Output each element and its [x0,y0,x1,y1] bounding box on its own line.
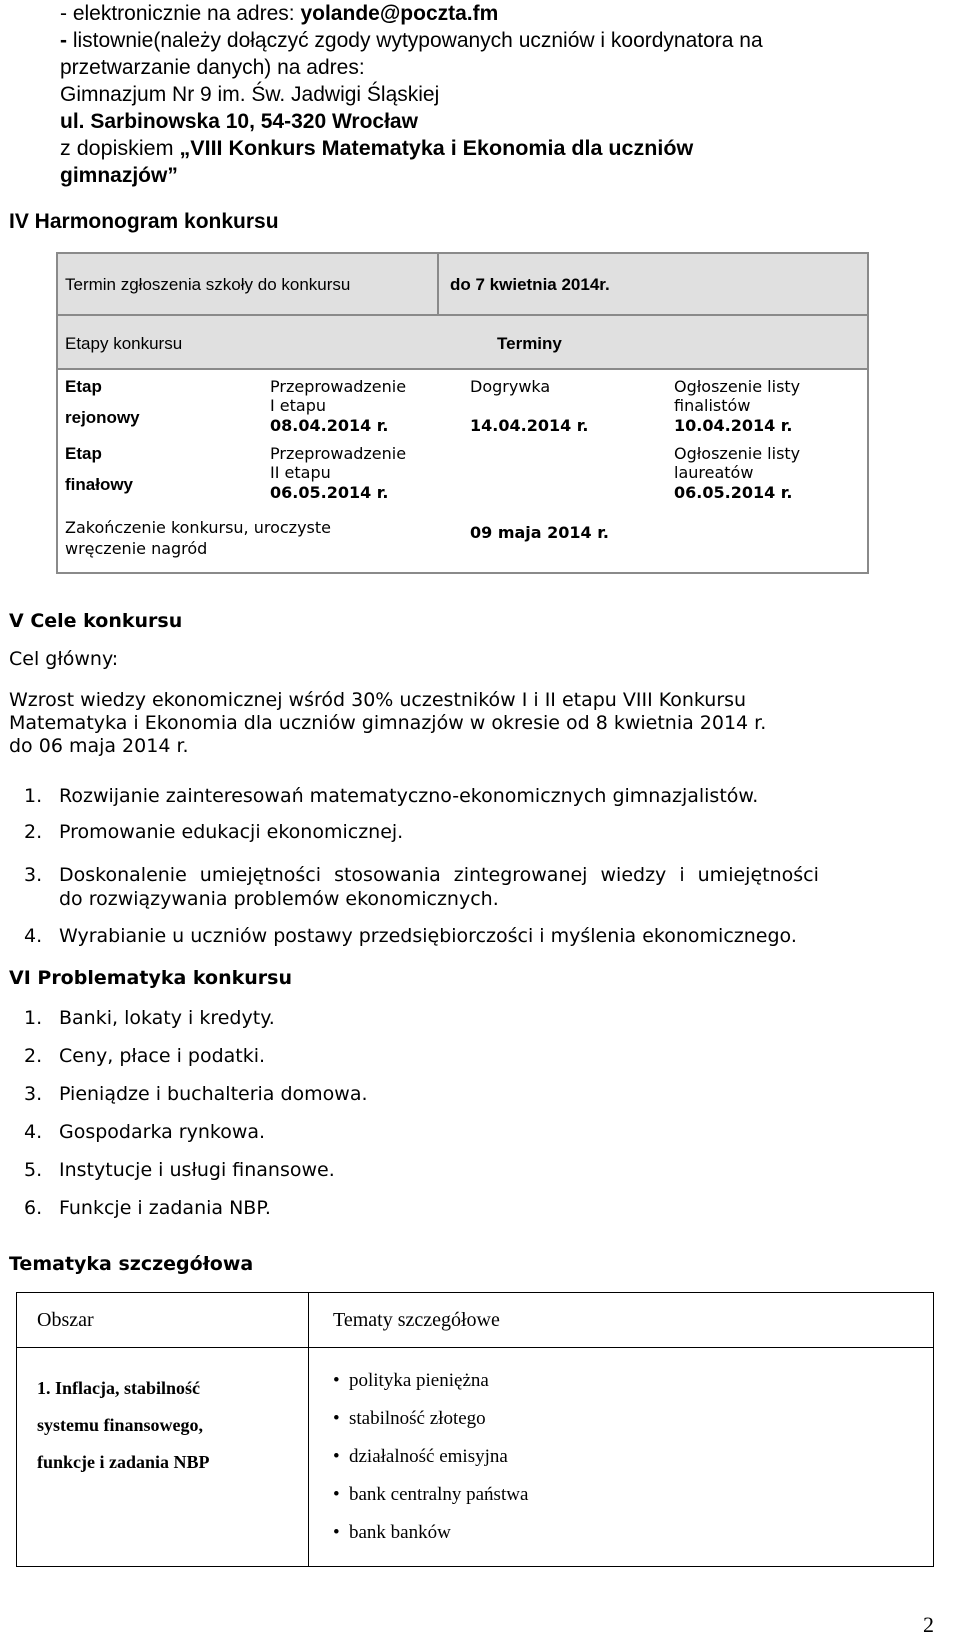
topics-bullets [333,1362,933,1552]
closing-date: 09 maja 2014 r. [470,523,609,542]
detail-table [16,1292,934,1567]
stage-1-extra-label: Dogrywka [470,377,551,396]
topics-list [24,1006,624,1234]
stage-2-list-date: 06.05.2014 r. [674,483,793,502]
stage-1-label-a: Etap [65,377,102,396]
list-item: 1. Banki, lokaty i kredyty. [24,1007,275,1029]
stage-2-list-b: laureatów [674,463,754,482]
schedule-table [56,252,869,574]
list-item: 4. Wyrabianie u uczniów postawy przedsiębiorczości i myślenia ekonomicznego. [24,925,797,947]
main-goal-label: Cel główny: [9,648,119,670]
note-line: z dopiskiem „VIII Konkurs Matematyka i Ekonomia dla uczniów [60,136,694,160]
school-address: ul. Sarbinowska 10, 54-320 Wrocław [60,110,418,133]
stage-2-label-b: finałowy [65,475,134,494]
goals-list [24,785,934,955]
list-item: 3. Pieniądze i buchalteria domowa. [24,1083,368,1105]
post-line: - listownie(należy dołączyć zgody wytypowanych uczniów i koordynatora na [60,29,763,52]
stage-1-label-b: rejonowy [65,408,140,427]
stage-1-conduct-a: Przeprowadzenie [270,377,407,396]
area-cell: 1. Inflacja, stabilność systemu finansowego, funkcje i zadania NBP [17,1348,309,1567]
stage-1-extra-date: 14.04.2014 r. [470,416,589,435]
dates-header: Terminy [497,334,562,353]
stage-2-list-a: Ogłoszenie listy [674,444,801,463]
stage-2-conduct-a: Przeprowadzenie [270,444,407,463]
school-name: Gimnazjum Nr 9 im. Św. Jadwigi Śląskiej [60,83,440,106]
page-number: 2 [923,1612,934,1637]
table-row [17,1348,934,1567]
submission-info [60,0,940,189]
list-item: • stabilność złotego [333,1400,933,1438]
list-item: • bank centralny państwa [333,1476,933,1514]
note-line-cont: gimnazjów” [60,164,178,187]
stage-1-list-b: finalistów [674,396,751,415]
list-item: 2. Promowanie edukacji ekonomicznej. [24,821,404,843]
registration-date: do 7 kwietnia 2014r. [450,275,610,294]
topics-cell [309,1348,934,1567]
section-6-title: VI Problematyka konkursu [9,967,292,989]
list-item: • bank banków [333,1514,933,1552]
list-item: 6. Funkcje i zadania NBP. [24,1197,271,1219]
list-item: 1. Rozwijanie zainteresowań matematyczno-ekonomicznych gimnazjalistów. [24,785,759,807]
stage-1-conduct-b: I etapu [270,396,327,415]
list-item: 5. Instytucje i usługi finansowe. [24,1159,335,1181]
email-address: yolande@poczta.fm [300,2,499,25]
stage-1-list-date: 10.04.2014 r. [674,416,793,435]
stage-1-list-a: Ogłoszenie listy [674,377,801,396]
section-5-title: V Cele konkursu [9,610,183,632]
list-item: 4. Gospodarka rynkowa. [24,1121,266,1143]
topics-header: Tematy szczegółowe [309,1293,934,1348]
main-goal-text: Wzrost wiedzy ekonomicznej wśród 30% uczestników I i II etapu VIII Konkursu Matematyka i Ekonomia dla uczniów gimnazjów w okresie od 8 kwietnia 2014 r. do 06 maja 2014 r. [9,689,767,757]
stage-2-conduct-date: 06.05.2014 r. [270,483,389,502]
stage-2-label-a: Etap [65,444,102,463]
registration-label: Termin zgłoszenia szkoły do konkursu [65,275,351,294]
section-4-title: IV Harmonogram konkursu [9,210,279,233]
list-item: • działalność emisyjna [333,1438,933,1476]
email-line: - elektronicznie na adres: yolande@poczta.fm [60,2,499,25]
closing-label-b: wręczenie nagród [65,539,208,558]
stage-1-conduct-date: 08.04.2014 r. [270,416,389,435]
stages-header: Etapy konkursu [65,334,183,353]
detail-title: Tematyka szczegółowa [9,1253,254,1275]
list-item: • polityka pieniężna [333,1362,933,1400]
closing-label-a: Zakończenie konkursu, uroczyste [65,518,331,537]
list-item: 2. Ceny, płace i podatki. [24,1045,266,1067]
post-line-cont: przetwarzanie danych) na adres: [60,56,365,79]
stage-2-conduct-b: II etapu [270,463,331,482]
area-header: Obszar [17,1293,309,1348]
table-header-row [17,1293,934,1348]
list-item: 3. Doskonalenie umiejętności stosowania zintegrowanej wiedzy i umiejętności do rozwiązywania problemów ekonomicznych. [24,864,819,910]
